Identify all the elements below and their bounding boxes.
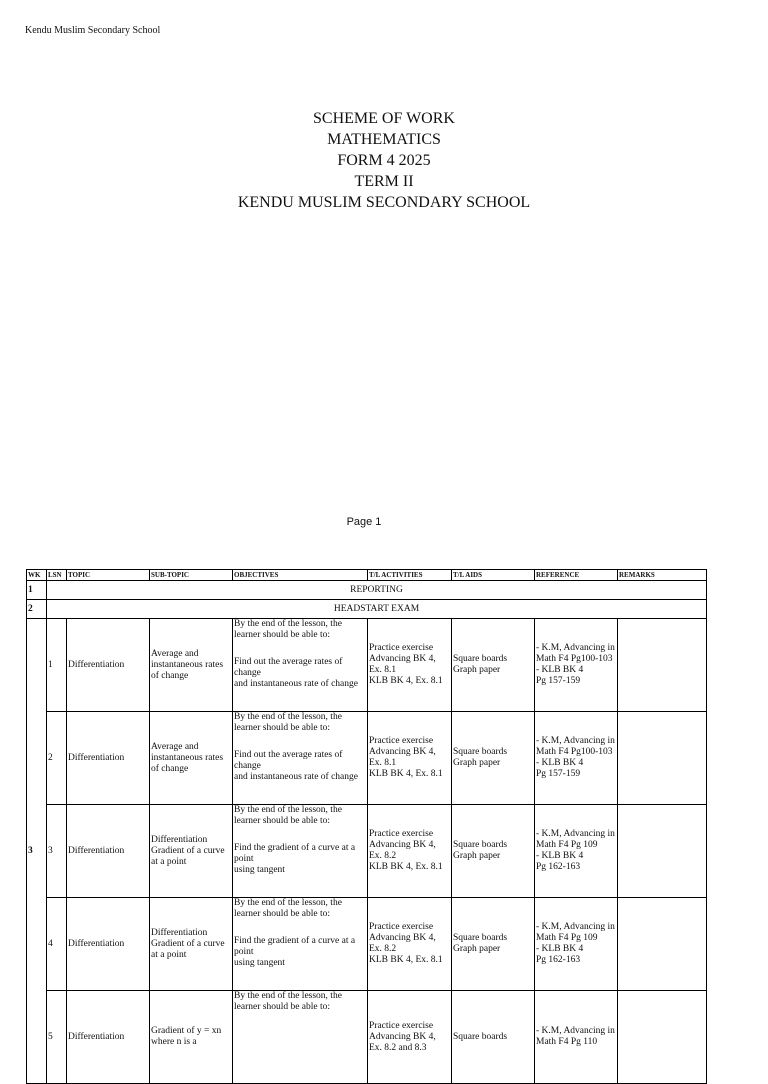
title-line: MATHEMATICS (327, 131, 441, 148)
reference-cell: - K.M, Advancing in Math F4 Pg100-103 - KLB BK 4 Pg 157-159 (535, 619, 618, 712)
running-header-school: Kendu Muslim Secondary School (25, 25, 161, 36)
activities-cell: Practice exercise Advancing BK 4, Ex. 8.2 KLB BK 4, Ex. 8.1 (368, 898, 452, 991)
remarks-cell (618, 898, 707, 991)
aids-cell: Square boards Graph paper (452, 898, 535, 991)
subtopic-cell: Average and instantaneous rates of change (150, 712, 233, 805)
lesson-number: 2 (47, 712, 67, 805)
lesson-number: 5 (47, 991, 67, 1084)
table-row (27, 805, 707, 898)
topic-cell: Differentiation (67, 991, 150, 1084)
subtopic-cell: Differentiation Gradient of a curve at a point (150, 805, 233, 898)
lesson-number: 3 (47, 805, 67, 898)
subtopic-cell: Differentiation Gradient of a curve at a point (150, 898, 233, 991)
col-header-aids: T/L AIDS (452, 570, 535, 581)
remarks-cell (618, 805, 707, 898)
table-row (27, 619, 707, 712)
week-number: 1 (27, 581, 47, 600)
col-header-wk: WK (27, 570, 47, 581)
col-header-topic: TOPIC (67, 570, 150, 581)
week-number: 2 (27, 600, 47, 619)
col-header-subtopic: SUB-TOPIC (150, 570, 233, 581)
topic-cell: Differentiation (67, 619, 150, 712)
week-number: 3 (27, 619, 47, 1084)
remarks-cell (618, 991, 707, 1084)
lesson-number: 1 (47, 619, 67, 712)
lesson-number: 4 (47, 898, 67, 991)
objectives-cell: By the end of the lesson, the learner should be able to: Find the gradient of a curve at a point using tangent (233, 898, 368, 991)
table-row (27, 600, 707, 619)
table-row (27, 991, 707, 1084)
subtopic-cell: Average and instantaneous rates of change (150, 619, 233, 712)
topic-cell: Differentiation (67, 805, 150, 898)
activities-cell: Practice exercise Advancing BK 4, Ex. 8.1 KLB BK 4, Ex. 8.1 (368, 619, 452, 712)
title-line: TERM II (354, 173, 414, 190)
document-title-block (0, 108, 768, 213)
col-header-lsn: LSN (47, 570, 67, 581)
table-row (27, 581, 707, 600)
reference-cell: - K.M, Advancing in Math F4 Pg 109 - KLB BK 4 Pg 162-163 (535, 898, 618, 991)
week-event: HEADSTART EXAM (47, 600, 707, 619)
col-header-activities: T/L ACTIVITIES (368, 570, 452, 581)
col-header-remarks: REMARKS (618, 570, 707, 581)
title-line: FORM 4 2025 (337, 152, 431, 169)
objectives-cell: By the end of the lesson, the learner should be able to: (233, 991, 368, 1084)
activities-cell: Practice exercise Advancing BK 4, Ex. 8.2 KLB BK 4, Ex. 8.1 (368, 805, 452, 898)
week-event: REPORTING (47, 581, 707, 600)
scheme-of-work-table (26, 569, 707, 1084)
objectives-cell: By the end of the lesson, the learner should be able to: Find out the average rates of change and instantaneous rate of change (233, 619, 368, 712)
title-line: KENDU MUSLIM SECONDARY SCHOOL (237, 194, 531, 211)
aids-cell: Square boards Graph paper (452, 805, 535, 898)
topic-cell: Differentiation (67, 712, 150, 805)
table-header-row (27, 570, 707, 581)
aids-cell: Square boards (452, 991, 535, 1084)
reference-cell: - K.M, Advancing in Math F4 Pg100-103 - KLB BK 4 Pg 157-159 (535, 712, 618, 805)
remarks-cell (618, 619, 707, 712)
objectives-cell: By the end of the lesson, the learner should be able to: Find out the average rates of change and instantaneous rate of change (233, 712, 368, 805)
remarks-cell (618, 712, 707, 805)
activities-cell: Practice exercise Advancing BK 4, Ex. 8.1 KLB BK 4, Ex. 8.1 (368, 712, 452, 805)
objectives-cell: By the end of the lesson, the learner should be able to: Find the gradient of a curve at a point using tangent (233, 805, 368, 898)
col-header-reference: REFERENCE (535, 570, 618, 581)
title-line: SCHEME OF WORK (313, 110, 455, 127)
aids-cell: Square boards Graph paper (452, 619, 535, 712)
aids-cell: Square boards Graph paper (452, 712, 535, 805)
col-header-objectives: OBJECTIVES (233, 570, 368, 581)
reference-cell: - K.M, Advancing in Math F4 Pg 109 - KLB BK 4 Pg 162-163 (535, 805, 618, 898)
subtopic-cell: Gradient of y = xn where n is a (150, 991, 233, 1084)
table-row (27, 898, 707, 991)
activities-cell: Practice exercise Advancing BK 4, Ex. 8.2 and 8.3 (368, 991, 452, 1084)
reference-cell: - K.M, Advancing in Math F4 Pg 110 (535, 991, 618, 1084)
table-row (27, 712, 707, 805)
topic-cell: Differentiation (67, 898, 150, 991)
page-number: Page 1 (346, 516, 382, 528)
